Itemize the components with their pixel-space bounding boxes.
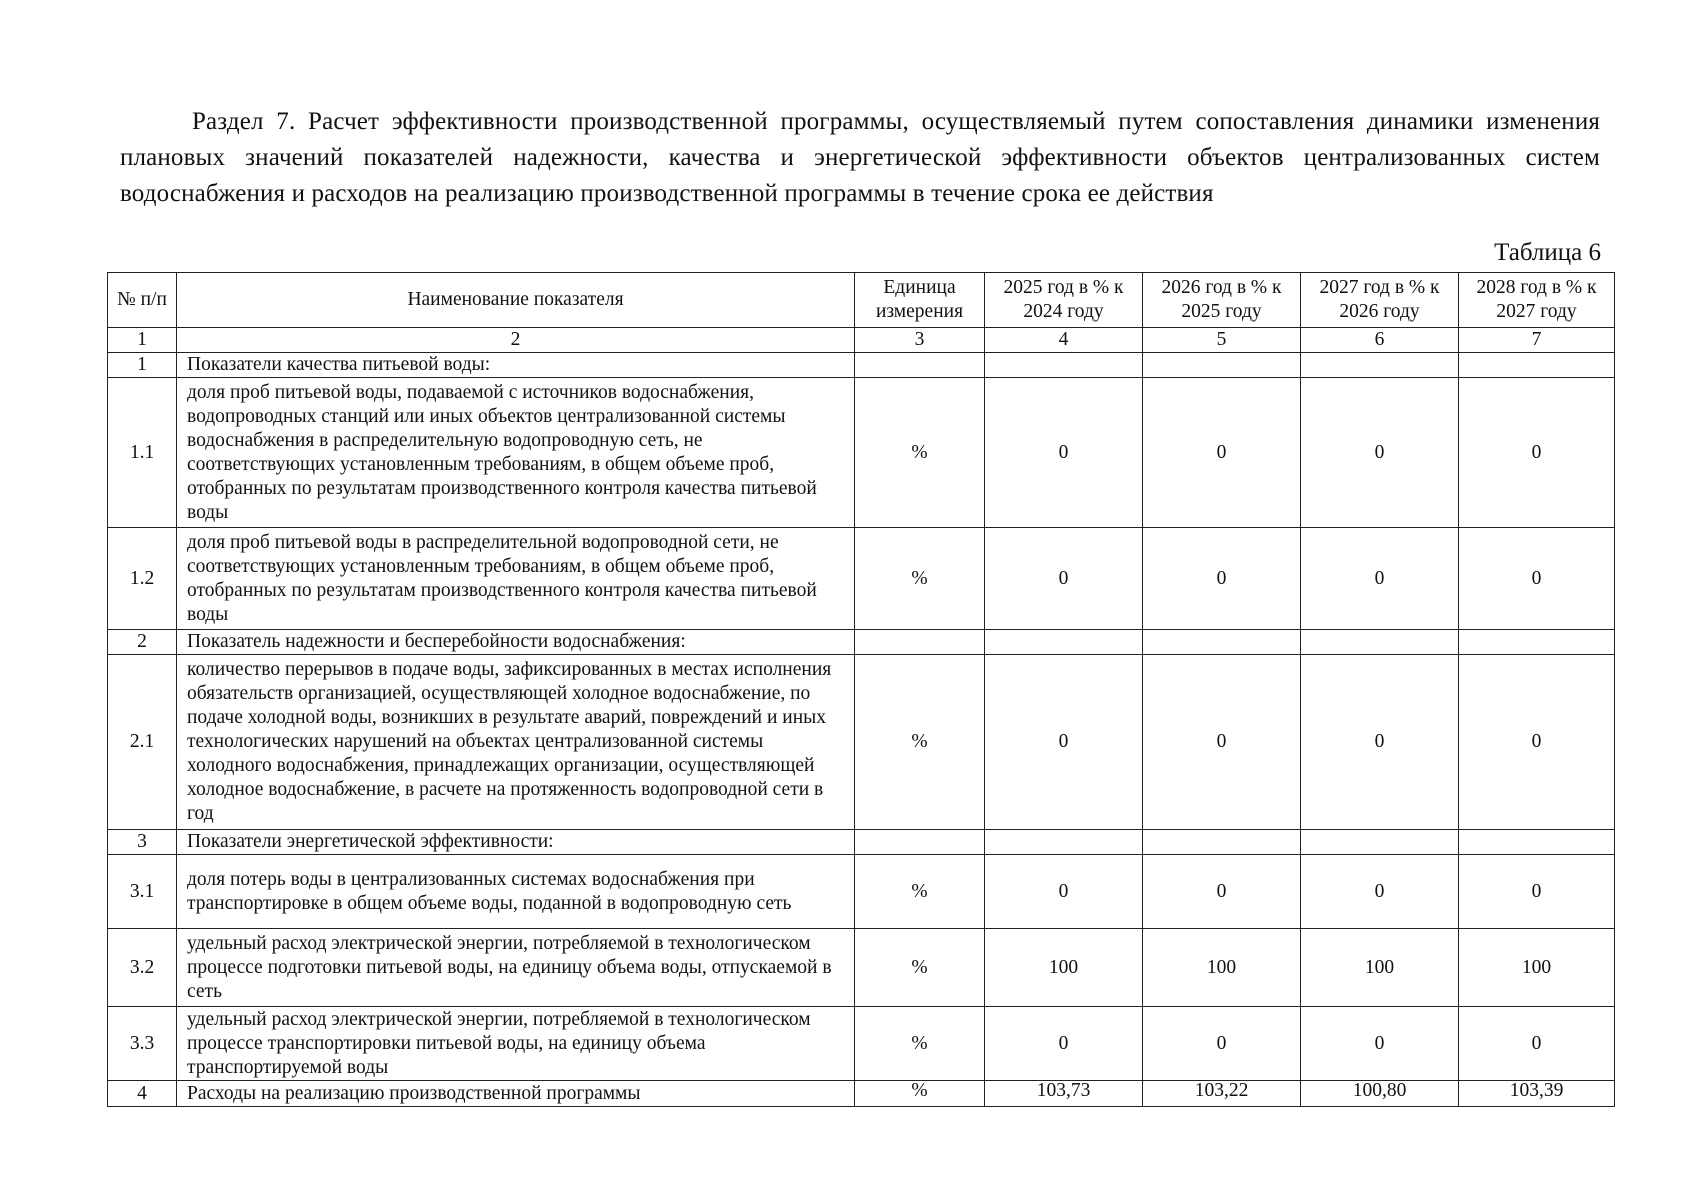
col-number: 2: [177, 328, 855, 353]
row-unit: %: [855, 1081, 985, 1107]
row-value-2025: [985, 830, 1143, 855]
row-value-2025: 0: [985, 378, 1143, 528]
row-num: 1.1: [108, 378, 177, 528]
col-number: 4: [985, 328, 1143, 353]
row-unit: %: [855, 378, 985, 528]
row-unit: %: [855, 528, 985, 630]
row-name: доля проб питьевой воды, подаваемой с источников водоснабжения, водопроводных станций или иных объектов централизованной системы водоснабжения в распределительную водопроводную сеть, не соответствующих установленным требованиям, в общем объеме проб, отобранных по результатам производственного контроля качества питьевой воды: [177, 378, 855, 528]
row-unit: [855, 830, 985, 855]
row-num: 1.2: [108, 528, 177, 630]
header-num: № п/п: [108, 273, 177, 328]
row-value-2028: 0: [1459, 378, 1615, 528]
row-value-2028: 0: [1459, 655, 1615, 830]
row-name: удельный расход электрической энергии, потребляемой в технологическом процессе транспортировки питьевой воды, на единицу объема транспортируемой воды: [177, 1007, 855, 1081]
column-number-row: [108, 328, 1615, 353]
table-caption: Таблица 6: [1494, 239, 1601, 266]
col-number: 7: [1459, 328, 1615, 353]
row-value-2028: [1459, 830, 1615, 855]
row-value-2027: 0: [1301, 855, 1459, 929]
row-value-2027: 100,80: [1301, 1081, 1459, 1107]
row-value-2027: [1301, 353, 1459, 378]
row-value-2028: 0: [1459, 1007, 1615, 1081]
table-row: [108, 630, 1615, 655]
row-unit: %: [855, 1007, 985, 1081]
row-value-2026: 0: [1143, 855, 1301, 929]
row-value-2027: [1301, 830, 1459, 855]
row-value-2028: 0: [1459, 855, 1615, 929]
table-header-row: [108, 273, 1615, 328]
col-number: 5: [1143, 328, 1301, 353]
row-name: Показатели энергетической эффективности:: [177, 830, 855, 855]
row-num: 2.1: [108, 655, 177, 830]
row-value-2026: 103,22: [1143, 1081, 1301, 1107]
row-value-2027: 0: [1301, 1007, 1459, 1081]
header-2025: 2025 год в % к 2024 году: [985, 273, 1143, 328]
row-name: Показатели качества питьевой воды:: [177, 353, 855, 378]
row-value-2025: 0: [985, 1007, 1143, 1081]
row-name: доля потерь воды в централизованных системах водоснабжения при транспортировке в общем объеме воды, поданной в водопроводную сеть: [177, 855, 855, 929]
row-num: 3: [108, 830, 177, 855]
row-value-2026: [1143, 830, 1301, 855]
row-value-2027: 100: [1301, 929, 1459, 1007]
table-row: [108, 830, 1615, 855]
section-heading: Раздел 7. Расчет эффективности производственной программы, осуществляемый путем сопоставления динамики изменения плановых значений показателей надежности, качества и энергетической эффективности объектов централизованных систем водоснабжения и расходов на реализацию производственной программы в течение срока ее действия: [120, 108, 1600, 207]
row-num: 4: [108, 1081, 177, 1107]
row-value-2025: 0: [985, 528, 1143, 630]
row-num: 3.2: [108, 929, 177, 1007]
table-row: [108, 855, 1615, 929]
row-value-2026: 0: [1143, 655, 1301, 830]
row-num: 2: [108, 630, 177, 655]
row-value-2028: [1459, 630, 1615, 655]
row-value-2027: 0: [1301, 655, 1459, 830]
row-num: 3.1: [108, 855, 177, 929]
header-2026: 2026 год в % к 2025 году: [1143, 273, 1301, 328]
row-unit: %: [855, 655, 985, 830]
row-value-2027: 0: [1301, 528, 1459, 630]
row-num: 1: [108, 353, 177, 378]
row-value-2026: 0: [1143, 1007, 1301, 1081]
table-row: [108, 378, 1615, 528]
row-unit: %: [855, 929, 985, 1007]
row-unit: [855, 353, 985, 378]
row-name: доля проб питьевой воды в распределительной водопроводной сети, не соответствующих установленным требованиям, в общем объеме проб, отобранных по результатам производственного контроля качества питьевой воды: [177, 528, 855, 630]
header-unit: Единица измерения: [855, 273, 985, 328]
row-unit: [855, 630, 985, 655]
col-number: 1: [108, 328, 177, 353]
row-name: Расходы на реализацию производственной программы: [177, 1081, 855, 1107]
row-value-2026: 0: [1143, 378, 1301, 528]
row-value-2028: [1459, 353, 1615, 378]
row-value-2026: 0: [1143, 528, 1301, 630]
table-row: [108, 929, 1615, 1007]
table-row: [108, 1007, 1615, 1081]
row-value-2025: 0: [985, 855, 1143, 929]
row-value-2026: [1143, 353, 1301, 378]
row-name: удельный расход электрической энергии, потребляемой в технологическом процессе подготовки питьевой воды, на единицу объема воды, отпускаемой в сеть: [177, 929, 855, 1007]
row-value-2025: 0: [985, 655, 1143, 830]
indicators-table: [107, 272, 1615, 1107]
row-value-2028: 100: [1459, 929, 1615, 1007]
header-name: Наименование показателя: [177, 273, 855, 328]
col-number: 6: [1301, 328, 1459, 353]
row-value-2026: [1143, 630, 1301, 655]
row-value-2027: [1301, 630, 1459, 655]
row-num: 3.3: [108, 1007, 177, 1081]
table-row: [108, 353, 1615, 378]
row-name: Показатель надежности и бесперебойности водоснабжения:: [177, 630, 855, 655]
header-2028: 2028 год в % к 2027 году: [1459, 273, 1615, 328]
table-row: [108, 655, 1615, 830]
table-row: [108, 1081, 1615, 1107]
row-value-2025: 103,73: [985, 1081, 1143, 1107]
row-value-2028: 103,39: [1459, 1081, 1615, 1107]
col-number: 3: [855, 328, 985, 353]
row-value-2025: 100: [985, 929, 1143, 1007]
row-value-2027: 0: [1301, 378, 1459, 528]
row-value-2025: [985, 630, 1143, 655]
row-value-2025: [985, 353, 1143, 378]
row-unit: %: [855, 855, 985, 929]
header-2027: 2027 год в % к 2026 году: [1301, 273, 1459, 328]
table-row: [108, 528, 1615, 630]
row-name: количество перерывов в подаче воды, зафиксированных в местах исполнения обязательств организацией, осуществляющей холодное водоснабжение, по подаче холодной воды, возникших в результате аварий, повреждений и иных технологических нарушений на объектах централизованной системы холодного водоснабжения, принадлежащих организации, осуществляющей холодное водоснабжение, в расчете на протяженность водопроводной сети в год: [177, 655, 855, 830]
row-value-2028: 0: [1459, 528, 1615, 630]
row-value-2026: 100: [1143, 929, 1301, 1007]
